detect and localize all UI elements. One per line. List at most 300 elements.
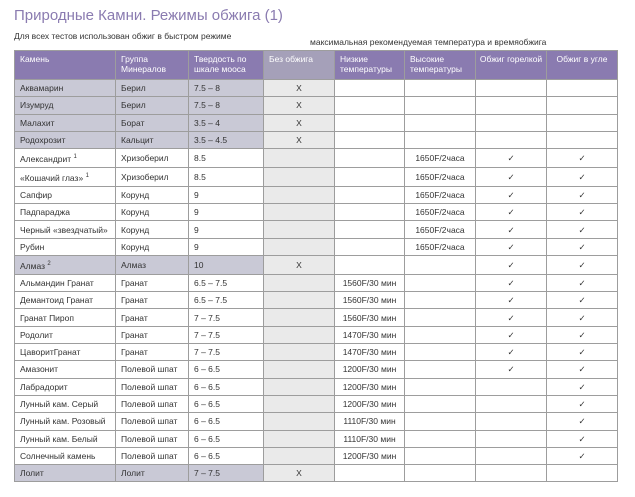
cell-stone <box>15 186 116 203</box>
table-row <box>15 378 618 395</box>
cell-coal-text: ✓ <box>578 153 586 164</box>
cell-no-firing-text: X <box>296 83 302 94</box>
table-row <box>15 80 618 97</box>
cell-stone-text: Малахит <box>20 117 55 128</box>
cell-stone <box>15 97 116 114</box>
cell-stone-text: ЦаворитГранат <box>20 347 81 358</box>
cell-hardness <box>189 274 264 291</box>
cell-torch <box>476 378 547 395</box>
cell-high-temp-text: 1650F/2часа <box>415 171 465 182</box>
cell-low-temp-text: 1470F/30 мин <box>342 347 397 358</box>
cell-no-firing <box>264 186 335 203</box>
cell-low-temp-text: 1110F/30 мин <box>343 416 396 427</box>
cell-high-temp <box>405 378 476 395</box>
cell-low-temp <box>335 447 405 464</box>
cell-group <box>116 221 189 238</box>
cell-torch-text: ✓ <box>507 312 515 323</box>
cell-hardness <box>189 149 264 168</box>
cell-group-text: Полевой шпат <box>121 416 178 427</box>
cell-high-temp <box>405 168 476 187</box>
cell-no-firing <box>264 309 335 326</box>
cell-high-temp <box>405 114 476 131</box>
cell-hardness-text: 6.5 – 7.5 <box>194 278 228 288</box>
cell-group-text: Полевой шпат <box>121 433 178 444</box>
cell-coal-text: ✓ <box>578 207 586 218</box>
cell-stone <box>15 274 116 291</box>
cell-low-temp-text: 1110F/30 мин <box>343 433 396 444</box>
cell-coal-text: ✓ <box>578 259 586 270</box>
cell-low-temp <box>335 274 405 291</box>
cell-hardness-text: 8.5 <box>194 171 206 182</box>
cell-coal <box>547 430 618 447</box>
cell-low-temp <box>335 186 405 203</box>
table-row <box>15 149 618 168</box>
cell-coal-text: ✓ <box>578 329 586 340</box>
cell-torch-text: ✓ <box>507 259 515 270</box>
cell-stone <box>15 168 116 187</box>
cell-group-text: Борат <box>121 117 145 128</box>
cell-low-temp <box>335 309 405 326</box>
cell-torch <box>476 256 547 275</box>
cell-no-firing-text: X <box>296 135 302 146</box>
cell-hardness <box>189 378 264 395</box>
cell-hardness-text: 10 <box>194 259 204 270</box>
cell-group-text: Полевой шпат <box>121 364 178 375</box>
cell-group-text: Берил <box>121 83 146 94</box>
cell-low-temp-text: 1470F/30 мин <box>342 329 397 340</box>
cell-high-temp-text: 1650F/2часа <box>415 153 465 164</box>
header-hardness: Твердость по шкале мооса <box>189 51 264 80</box>
cell-high-temp <box>405 292 476 309</box>
table-row <box>15 395 618 412</box>
table-row <box>15 413 618 430</box>
cell-no-firing <box>264 80 335 97</box>
cell-group <box>116 413 189 430</box>
cell-low-temp <box>335 97 405 114</box>
cell-group-text: Полевой шпат <box>121 399 178 410</box>
cell-low-temp <box>335 238 405 255</box>
cell-coal <box>547 168 618 187</box>
cell-stone <box>15 114 116 131</box>
cell-low-temp-text: 1200F/30 мин <box>342 381 397 392</box>
cell-torch <box>476 395 547 412</box>
cell-coal <box>547 256 618 275</box>
cell-hardness-text: 6 – 6.5 <box>194 399 220 410</box>
cell-no-firing <box>264 447 335 464</box>
cell-hardness <box>189 413 264 430</box>
cell-high-temp <box>405 326 476 343</box>
cell-stone-text: Лунный кам. Розовый <box>20 416 106 427</box>
cell-group-text: Корунд <box>121 224 150 235</box>
cell-high-temp <box>405 97 476 114</box>
cell-torch <box>476 131 547 148</box>
cell-no-firing-text: X <box>296 468 302 479</box>
cell-stone <box>15 204 116 221</box>
cell-no-firing <box>264 378 335 395</box>
cell-high-temp <box>405 447 476 464</box>
cell-no-firing <box>264 114 335 131</box>
cell-group <box>116 256 189 275</box>
cell-group <box>116 378 189 395</box>
cell-low-temp <box>335 292 405 309</box>
cell-group <box>116 344 189 361</box>
cell-high-temp <box>405 430 476 447</box>
cell-group <box>116 274 189 291</box>
cell-stone-text: Рубин <box>20 241 45 252</box>
cell-hardness <box>189 447 264 464</box>
cell-group <box>116 131 189 148</box>
cell-torch <box>476 447 547 464</box>
cell-hardness-text: 3.5 – 4 <box>194 117 220 128</box>
cell-high-temp <box>405 395 476 412</box>
cell-torch-text: ✓ <box>507 278 515 288</box>
cell-stone <box>15 395 116 412</box>
cell-coal-text: ✓ <box>578 381 586 392</box>
cell-hardness <box>189 114 264 131</box>
header-torch: Обжиг горелкой <box>476 51 547 80</box>
cell-high-temp <box>405 149 476 168</box>
cell-group-text: Гранат <box>121 295 148 306</box>
cell-no-firing <box>264 413 335 430</box>
cell-coal <box>547 292 618 309</box>
table-row <box>15 309 618 326</box>
cell-coal <box>547 309 618 326</box>
cell-stone-text: Изумруд <box>20 100 54 111</box>
cell-stone <box>15 292 116 309</box>
cell-torch <box>476 186 547 203</box>
cell-coal-text: ✓ <box>578 416 586 427</box>
cell-low-temp <box>335 465 405 482</box>
cell-low-temp-text: 1560F/30 мин <box>342 295 397 306</box>
cell-stone-text: Алмаз <box>20 260 46 271</box>
cell-torch <box>476 361 547 378</box>
cell-group-text: Хризоберил <box>121 153 169 164</box>
cell-hardness-text: 7 – 7.5 <box>194 468 220 479</box>
cell-stone <box>15 149 116 168</box>
cell-stone-text: Сапфир <box>20 189 53 200</box>
header-stone: Камень <box>15 51 116 80</box>
cell-stone-text: Солнечный камень <box>20 450 96 461</box>
table-row <box>15 204 618 221</box>
header-coal: Обжиг в угле <box>547 51 618 80</box>
cell-torch <box>476 430 547 447</box>
cell-high-temp <box>405 221 476 238</box>
cell-high-temp-text: 1650F/2часа <box>415 224 465 235</box>
cell-group <box>116 204 189 221</box>
cell-hardness-text: 8.5 <box>194 153 206 164</box>
cell-hardness-text: 6 – 6.5 <box>194 450 220 461</box>
cell-torch <box>476 292 547 309</box>
table-row <box>15 168 618 187</box>
cell-torch-text: ✓ <box>507 189 515 200</box>
cell-torch <box>476 326 547 343</box>
cell-high-temp <box>405 361 476 378</box>
cell-group-text: Гранат <box>121 347 148 358</box>
cell-coal <box>547 326 618 343</box>
cell-low-temp-text: 1200F/30 мин <box>342 364 397 375</box>
cell-torch <box>476 344 547 361</box>
cell-coal <box>547 378 618 395</box>
cell-low-temp <box>335 326 405 343</box>
cell-hardness <box>189 326 264 343</box>
cell-coal <box>547 114 618 131</box>
table-row <box>15 430 618 447</box>
cell-hardness <box>189 292 264 309</box>
cell-torch <box>476 465 547 482</box>
cell-coal <box>547 131 618 148</box>
footnote-marker: 2 <box>47 261 51 268</box>
cell-group <box>116 292 189 309</box>
cell-torch <box>476 238 547 255</box>
cell-stone-text: Лабрадорит <box>20 381 68 392</box>
page-title: Природные Камни. Режимы обжига (1) <box>14 7 283 24</box>
cell-high-temp-text: 1650F/2часа <box>415 207 465 218</box>
cell-high-temp <box>405 309 476 326</box>
cell-coal <box>547 97 618 114</box>
max-temp-note: максимальная рекомендуемая температура и времяобжига <box>310 37 547 47</box>
cell-no-firing <box>264 344 335 361</box>
cell-hardness <box>189 395 264 412</box>
cell-group-text: Гранат <box>121 312 148 323</box>
cell-coal-text: ✓ <box>578 450 586 461</box>
table-row <box>15 238 618 255</box>
cell-coal-text: ✓ <box>578 278 586 288</box>
cell-coal-text: ✓ <box>578 433 586 444</box>
cell-group-text: Берил <box>121 100 146 111</box>
cell-coal-text: ✓ <box>578 171 586 182</box>
cell-low-temp <box>335 256 405 275</box>
cell-group <box>116 430 189 447</box>
cell-torch <box>476 204 547 221</box>
cell-no-firing <box>264 168 335 187</box>
cell-stone <box>15 430 116 447</box>
cell-torch <box>476 274 547 291</box>
cell-hardness <box>189 131 264 148</box>
cell-coal-text: ✓ <box>578 364 586 375</box>
cell-coal-text: ✓ <box>578 399 586 410</box>
table-row <box>15 447 618 464</box>
cell-group-text: Полевой шпат <box>121 381 178 392</box>
cell-hardness <box>189 97 264 114</box>
cell-group-text: Алмаз <box>121 259 147 270</box>
cell-torch <box>476 221 547 238</box>
cell-no-firing <box>264 238 335 255</box>
cell-coal <box>547 395 618 412</box>
cell-stone <box>15 221 116 238</box>
cell-hardness-text: 7 – 7.5 <box>194 312 220 323</box>
cell-hardness <box>189 168 264 187</box>
table-row <box>15 274 618 291</box>
cell-no-firing <box>264 274 335 291</box>
cell-coal <box>547 149 618 168</box>
cell-coal-text: ✓ <box>578 312 586 323</box>
cell-hardness-text: 6 – 6.5 <box>194 364 220 375</box>
cell-no-firing <box>264 292 335 309</box>
table-row <box>15 465 618 482</box>
cell-hardness-text: 3.5 – 4.5 <box>194 135 228 146</box>
table-row <box>15 97 618 114</box>
cell-group-text: Хризоберил <box>121 171 169 182</box>
cell-stone-text: Лунный кам. Белый <box>20 433 98 444</box>
cell-stone-text: Падпараджа <box>20 207 70 218</box>
cell-coal <box>547 344 618 361</box>
cell-no-firing <box>264 465 335 482</box>
cell-low-temp-text: 1560F/30 мин <box>342 278 397 288</box>
cell-group <box>116 326 189 343</box>
cell-stone <box>15 238 116 255</box>
cell-hardness-text: 6 – 6.5 <box>194 381 220 392</box>
cell-low-temp <box>335 131 405 148</box>
cell-hardness <box>189 465 264 482</box>
cell-group <box>116 238 189 255</box>
cell-coal <box>547 221 618 238</box>
cell-no-firing-text: X <box>296 100 302 111</box>
cell-stone <box>15 80 116 97</box>
cell-low-temp <box>335 361 405 378</box>
cell-no-firing <box>264 221 335 238</box>
cell-stone-text: Родолит <box>20 329 53 340</box>
cell-no-firing <box>264 395 335 412</box>
cell-hardness-text: 6 – 6.5 <box>194 433 220 444</box>
cell-no-firing <box>264 430 335 447</box>
cell-stone <box>15 447 116 464</box>
cell-stone <box>15 413 116 430</box>
cell-high-temp <box>405 204 476 221</box>
cell-coal <box>547 186 618 203</box>
cell-no-firing <box>264 204 335 221</box>
cell-stone <box>15 309 116 326</box>
cell-low-temp <box>335 168 405 187</box>
cell-torch-text: ✓ <box>507 347 515 358</box>
cell-group <box>116 80 189 97</box>
cell-group <box>116 361 189 378</box>
table-row <box>15 221 618 238</box>
cell-coal <box>547 238 618 255</box>
cell-coal-text: ✓ <box>578 241 586 252</box>
cell-torch <box>476 309 547 326</box>
cell-coal <box>547 80 618 97</box>
cell-coal-text: ✓ <box>578 224 586 235</box>
cell-high-temp <box>405 80 476 97</box>
cell-high-temp <box>405 274 476 291</box>
cell-stone <box>15 361 116 378</box>
cell-torch-text: ✓ <box>507 207 515 218</box>
cell-low-temp-text: 1200F/30 мин <box>342 450 397 461</box>
table-row <box>15 114 618 131</box>
cell-hardness-text: 9 <box>194 189 199 200</box>
cell-hardness <box>189 80 264 97</box>
cell-high-temp <box>405 186 476 203</box>
cell-group-text: Корунд <box>121 241 150 252</box>
cell-low-temp <box>335 149 405 168</box>
cell-hardness <box>189 430 264 447</box>
cell-coal <box>547 361 618 378</box>
cell-stone <box>15 465 116 482</box>
cell-low-temp <box>335 114 405 131</box>
cell-stone-text: Альмандин Гранат <box>20 278 94 288</box>
cell-group-text: Полевой шпат <box>121 450 178 461</box>
cell-high-temp <box>405 238 476 255</box>
cell-stone-text: Аквамарин <box>20 83 64 94</box>
cell-group <box>116 447 189 464</box>
header-low-temp: Низкие температуры <box>335 51 405 80</box>
cell-torch <box>476 97 547 114</box>
cell-low-temp-text: 1560F/30 мин <box>342 312 397 323</box>
footnote-marker: 1 <box>85 173 89 180</box>
cell-hardness <box>189 361 264 378</box>
cell-stone <box>15 378 116 395</box>
cell-group-text: Корунд <box>121 189 150 200</box>
cell-torch-text: ✓ <box>507 153 515 164</box>
cell-hardness <box>189 238 264 255</box>
cell-group-text: Лолит <box>121 468 145 479</box>
cell-high-temp <box>405 344 476 361</box>
cell-torch-text: ✓ <box>507 329 515 340</box>
table-row <box>15 292 618 309</box>
cell-stone-text: Амазонит <box>20 364 59 375</box>
cell-hardness-text: 7.5 – 8 <box>194 83 220 94</box>
cell-torch-text: ✓ <box>507 171 515 182</box>
cell-stone-text: Лунный кам. Серый <box>20 399 99 410</box>
cell-high-temp <box>405 131 476 148</box>
cell-coal <box>547 204 618 221</box>
cell-no-firing-text: X <box>296 117 302 128</box>
cell-stone-text: Черный «звездчатый» <box>20 224 108 235</box>
cell-low-temp <box>335 80 405 97</box>
cell-hardness <box>189 344 264 361</box>
cell-hardness-text: 6.5 – 7.5 <box>194 295 228 306</box>
cell-high-temp-text: 1650F/2часа <box>415 241 465 252</box>
cell-stone-text: Родохрозит <box>20 135 66 146</box>
cell-torch <box>476 80 547 97</box>
cell-hardness <box>189 221 264 238</box>
cell-torch <box>476 413 547 430</box>
cell-group <box>116 149 189 168</box>
cell-no-firing <box>264 256 335 275</box>
cell-no-firing-text: X <box>296 259 302 270</box>
cell-group-text: Гранат <box>121 329 148 340</box>
cell-low-temp <box>335 221 405 238</box>
cell-low-temp <box>335 378 405 395</box>
cell-no-firing <box>264 131 335 148</box>
table-row <box>15 131 618 148</box>
cell-stone-text: «Кошачий глаз» <box>20 172 84 183</box>
table-row <box>15 186 618 203</box>
cell-group <box>116 465 189 482</box>
footnote-marker: 1 <box>73 154 77 161</box>
cell-torch-text: ✓ <box>507 241 515 252</box>
cell-group <box>116 168 189 187</box>
cell-low-temp-text: 1200F/30 мин <box>342 399 397 410</box>
cell-coal-text: ✓ <box>578 189 586 200</box>
cell-no-firing <box>264 97 335 114</box>
cell-no-firing <box>264 361 335 378</box>
cell-stone-text: Гранат Пироп <box>20 312 74 323</box>
header-row <box>15 51 618 80</box>
cell-stone <box>15 344 116 361</box>
table-row <box>15 361 618 378</box>
cell-coal <box>547 413 618 430</box>
cell-torch <box>476 149 547 168</box>
cell-stone <box>15 131 116 148</box>
cell-torch <box>476 168 547 187</box>
cell-high-temp <box>405 413 476 430</box>
table-row <box>15 344 618 361</box>
cell-hardness-text: 7 – 7.5 <box>194 347 220 358</box>
cell-high-temp <box>405 465 476 482</box>
cell-group <box>116 97 189 114</box>
table-row <box>15 256 618 275</box>
